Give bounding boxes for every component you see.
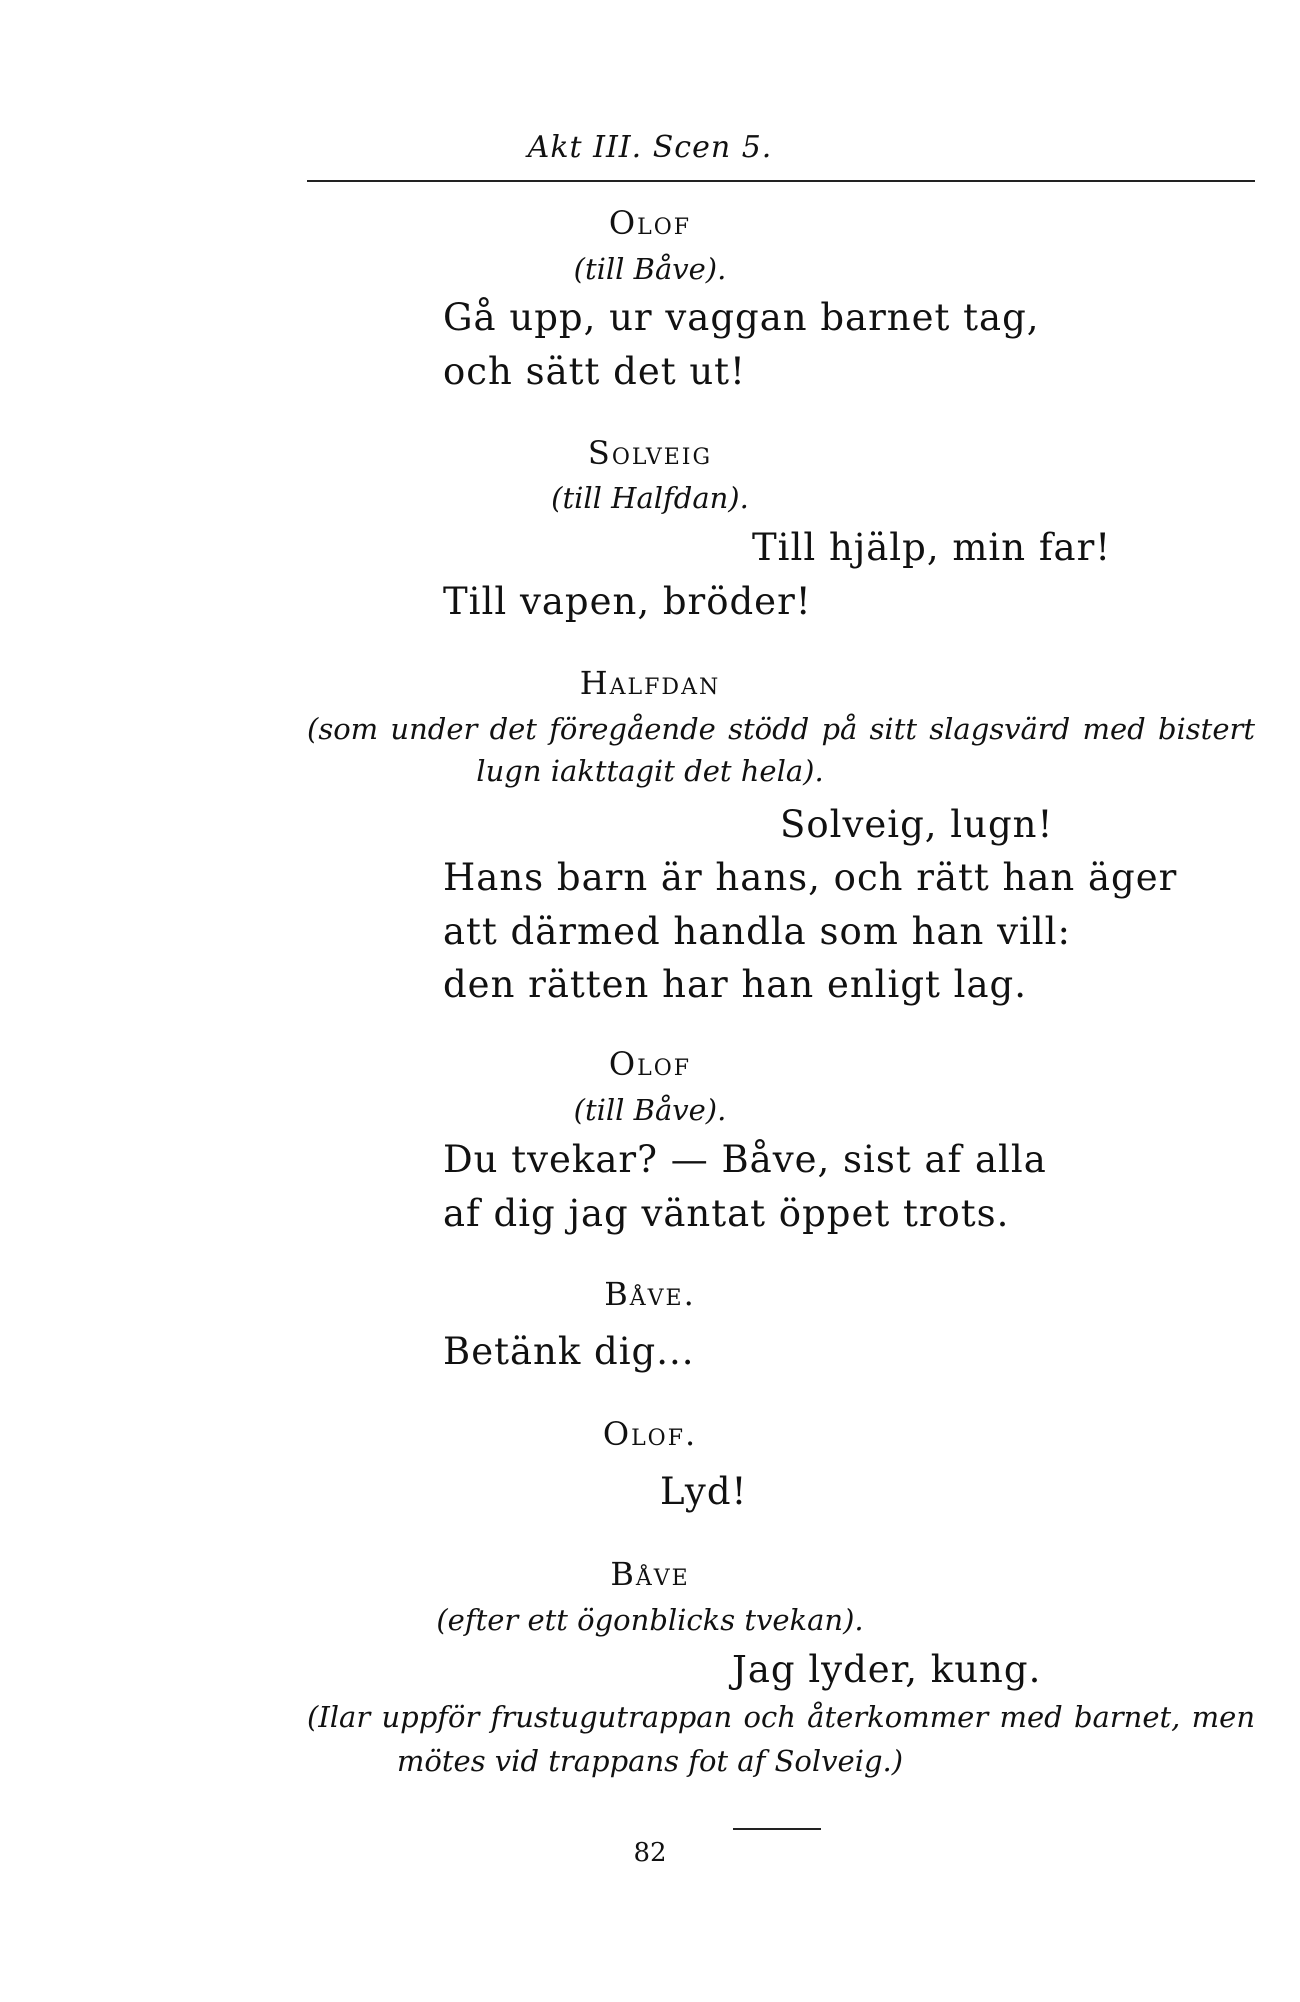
verse-line: Betänk dig... bbox=[443, 1330, 695, 1373]
stage-direction: (efter ett ögonblicks tvekan). bbox=[436, 1603, 864, 1637]
page-number-rule bbox=[733, 1828, 821, 1830]
verse-line: den rätten har han enligt lag. bbox=[443, 963, 1028, 1006]
verse-line: och sätt det ut! bbox=[443, 350, 746, 393]
speaker-name: Halfdan bbox=[579, 664, 721, 702]
verse-line: Du tvekar? — Båve, sist af alla bbox=[443, 1138, 1047, 1181]
verse-line: Hans barn är hans, och rätt han äger bbox=[443, 856, 1178, 899]
stage-direction: lugn iakttagit det hela). bbox=[476, 754, 824, 788]
header-rule bbox=[307, 180, 1255, 182]
verse-line: Till hjälp, min far! bbox=[752, 526, 1112, 569]
stage-direction: (som under det föregående stödd på sitt slagsvärd med bistert bbox=[307, 712, 1255, 746]
speaker-name: Olof. bbox=[602, 1415, 698, 1453]
running-header: Akt III. Scen 5. bbox=[527, 130, 773, 165]
page-number: 82 bbox=[633, 1838, 667, 1868]
speaker-name: Solveig bbox=[587, 434, 713, 472]
verse-line: Solveig, lugn! bbox=[780, 803, 1054, 846]
speaker-name: Båve bbox=[610, 1555, 690, 1593]
stage-direction: (till Halfdan). bbox=[551, 481, 749, 515]
verse-line: Lyd! bbox=[660, 1470, 748, 1513]
verse-line: Till vapen, bröder! bbox=[443, 580, 812, 623]
verse-line: Jag lyder, kung. bbox=[732, 1648, 1042, 1691]
verse-line: att därmed handla som han vill: bbox=[443, 910, 1071, 953]
speaker-name: Båve. bbox=[604, 1275, 696, 1313]
verse-line: af dig jag väntat öppet trots. bbox=[443, 1192, 1010, 1235]
speaker-name: Olof bbox=[608, 204, 692, 242]
stage-direction: (Ilar uppför frustugutrappan och återkommer med barnet, men bbox=[307, 1700, 1255, 1734]
speaker-name: Olof bbox=[608, 1045, 692, 1083]
stage-direction: (till Båve). bbox=[573, 1093, 727, 1127]
stage-direction: (till Båve). bbox=[573, 252, 727, 286]
stage-direction: mötes vid trappans fot af Solveig.) bbox=[396, 1744, 904, 1778]
verse-line: Gå upp, ur vaggan barnet tag, bbox=[443, 296, 1040, 339]
